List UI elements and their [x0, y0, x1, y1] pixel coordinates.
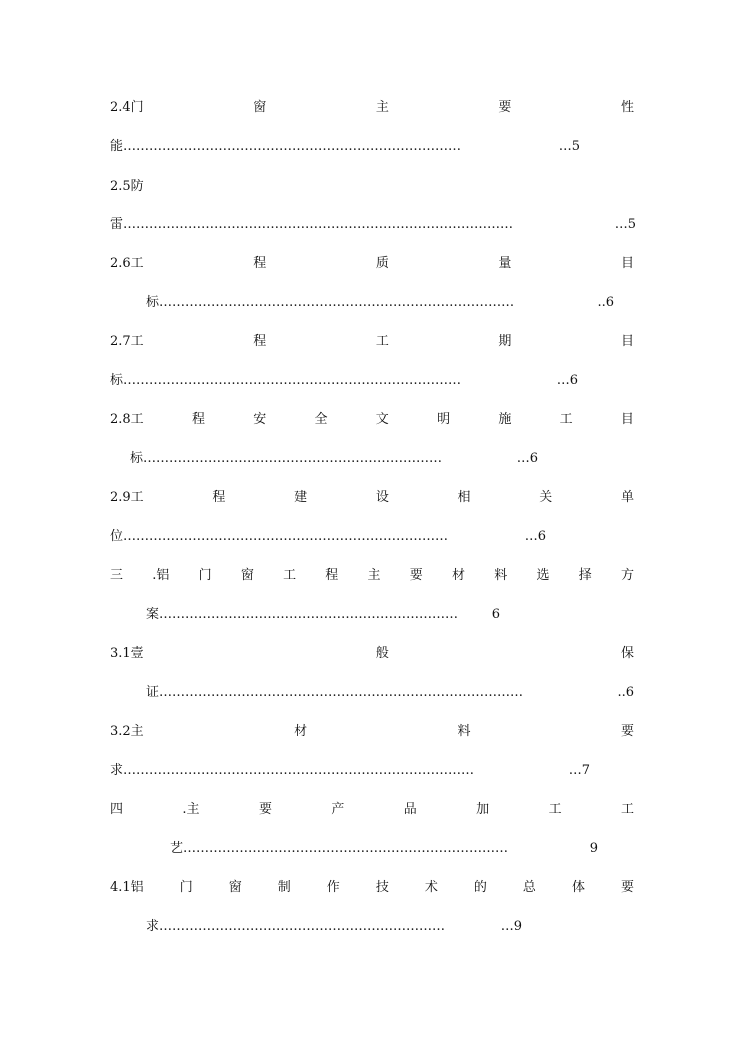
toc-page-number: ..6	[617, 685, 634, 700]
toc-word: 工	[283, 568, 297, 583]
toc-word: 2.8工	[110, 412, 144, 427]
toc-word: 目	[620, 256, 634, 271]
toc-word: 相	[457, 490, 471, 505]
toc-heading-4	[110, 800, 634, 820]
toc-word: 窗	[253, 100, 267, 115]
toc-word: 选	[536, 568, 550, 583]
toc-word: 主	[367, 568, 381, 583]
toc-word: 的	[473, 880, 487, 895]
toc-word: 3.1壹	[110, 646, 144, 661]
toc-page-number: ..6	[597, 295, 614, 310]
toc-word: 要	[620, 724, 634, 739]
toc-dots: ………………………………………………………………………………	[123, 217, 514, 232]
toc-word: 体	[571, 880, 585, 895]
toc-word: 窗	[228, 880, 242, 895]
toc-word: 2.4门	[110, 100, 144, 115]
toc-heading-3-2	[110, 722, 634, 742]
toc-word: 制	[277, 880, 291, 895]
toc-word: 全	[314, 412, 328, 427]
toc-word: 艺	[170, 841, 184, 856]
toc-word: 总	[522, 880, 536, 895]
toc-word: 2.9工	[110, 490, 144, 505]
toc-dots: ……………………………………………………………	[143, 451, 443, 466]
toc-heading-2-5	[110, 177, 634, 197]
toc-word: 工	[375, 334, 389, 349]
toc-heading-2-4	[110, 98, 634, 118]
toc-word: 门	[179, 880, 193, 895]
toc-word: 材	[452, 568, 466, 583]
toc-word: 明	[437, 412, 451, 427]
toc-word: 要	[258, 802, 272, 817]
toc-word: 标	[130, 451, 144, 466]
toc-word: 期	[498, 334, 512, 349]
toc-dots: …………………………………………………………………………	[159, 685, 524, 700]
toc-word: 单	[620, 490, 634, 505]
toc-page-number: …9	[500, 919, 522, 934]
toc-word: 产	[331, 802, 345, 817]
toc-word: 程	[212, 490, 226, 505]
toc-word: 三	[110, 568, 124, 583]
toc-word: 要	[620, 880, 634, 895]
toc-word: 质	[375, 256, 389, 271]
toc-leader-2-4	[110, 137, 580, 157]
toc-word: 求	[146, 919, 160, 934]
toc-word: 施	[498, 412, 512, 427]
toc-word: 3.2主	[110, 724, 144, 739]
toc-word: 文	[375, 412, 389, 427]
toc-page-number: …7	[568, 763, 590, 778]
toc-word: 设	[375, 490, 389, 505]
toc-word: 性	[620, 100, 634, 115]
toc-word: 工	[620, 802, 634, 817]
toc-word: 术	[424, 880, 438, 895]
toc-heading-2-8	[110, 410, 634, 430]
toc-word: 能	[110, 139, 124, 154]
toc-dots: …………………………………………………………	[159, 919, 446, 934]
toc-word: 目	[620, 334, 634, 349]
toc-word: 程	[191, 412, 205, 427]
toc-word: 安	[253, 412, 267, 427]
toc-dots: ……………………………………………………………………	[123, 139, 462, 154]
toc-word: 择	[578, 568, 592, 583]
toc-leader-3-2	[110, 761, 590, 781]
toc-dots: …………………………………………………………………	[123, 529, 449, 544]
toc-word: 建	[294, 490, 308, 505]
toc-leader-2-9	[110, 527, 546, 547]
toc-word: 料	[457, 724, 471, 739]
toc-word: 门	[198, 568, 212, 583]
toc-word: 技	[375, 880, 389, 895]
toc-leader-4	[170, 839, 598, 859]
toc-leader-2-7	[110, 371, 578, 391]
toc-word: 主	[375, 100, 389, 115]
toc-word: 2.5防	[110, 179, 144, 194]
toc-word: 2.7工	[110, 334, 144, 349]
toc-word: 般	[375, 646, 389, 661]
toc-word: 保	[620, 646, 634, 661]
toc-leader-2-5	[110, 215, 636, 235]
toc-word: .主	[182, 802, 200, 817]
toc-word: 工	[548, 802, 562, 817]
toc-leader-2-8	[130, 449, 538, 469]
toc-word: 程	[253, 256, 267, 271]
toc-heading-3	[110, 566, 634, 586]
toc-word: 料	[494, 568, 508, 583]
toc-word: 窗	[240, 568, 254, 583]
toc-word: 2.6工	[110, 256, 144, 271]
toc-heading-2-6	[110, 254, 634, 274]
toc-dots: ……………………………………………………………………	[123, 373, 462, 388]
toc-heading-4-1	[110, 878, 634, 898]
toc-page-number: …6	[556, 373, 578, 388]
toc-word: 方	[620, 568, 634, 583]
toc-word: 要	[498, 100, 512, 115]
toc-word: 材	[294, 724, 308, 739]
toc-word: 4.1铝	[110, 880, 144, 895]
toc-word: 品	[403, 802, 417, 817]
toc-word: 标	[110, 373, 124, 388]
toc-page-number: …6	[524, 529, 546, 544]
toc-heading-2-7	[110, 332, 634, 352]
toc-leader-2-6	[146, 293, 614, 313]
toc-dots: ……………………………………………………………	[159, 607, 459, 622]
toc-page-number: …5	[558, 139, 580, 154]
toc-word: 标	[146, 295, 160, 310]
toc-dots: ………………………………………………………………………	[123, 763, 475, 778]
toc-word: 证	[146, 685, 160, 700]
toc-page-number: …5	[614, 217, 636, 232]
toc-leader-3	[146, 605, 500, 625]
toc-word: 程	[325, 568, 339, 583]
toc-word: 要	[409, 568, 423, 583]
toc-word: 作	[326, 880, 340, 895]
toc-leader-4-1	[146, 917, 522, 937]
toc-heading-3-1	[110, 644, 634, 664]
toc-word: 四	[110, 802, 124, 817]
toc-word: 工	[559, 412, 573, 427]
toc-word: 目	[620, 412, 634, 427]
toc-word: 位	[110, 529, 124, 544]
toc-leader-3-1	[146, 683, 634, 703]
toc-dots: ………………………………………………………….……………	[159, 295, 515, 310]
toc-page-number: 6	[491, 607, 500, 622]
toc-word: 程	[253, 334, 267, 349]
toc-page-number: …6	[516, 451, 538, 466]
toc-word: 案	[146, 607, 160, 622]
toc-word: 量	[498, 256, 512, 271]
toc-word: .铝	[152, 568, 170, 583]
toc-page-number: 9	[589, 841, 598, 856]
toc-heading-2-9	[110, 488, 634, 508]
toc-word: 关	[539, 490, 553, 505]
toc-dots: …………………………………………………………………	[183, 841, 509, 856]
toc-word: 雷	[110, 217, 124, 232]
toc-word: 加	[476, 802, 490, 817]
toc-word: 求	[110, 763, 124, 778]
